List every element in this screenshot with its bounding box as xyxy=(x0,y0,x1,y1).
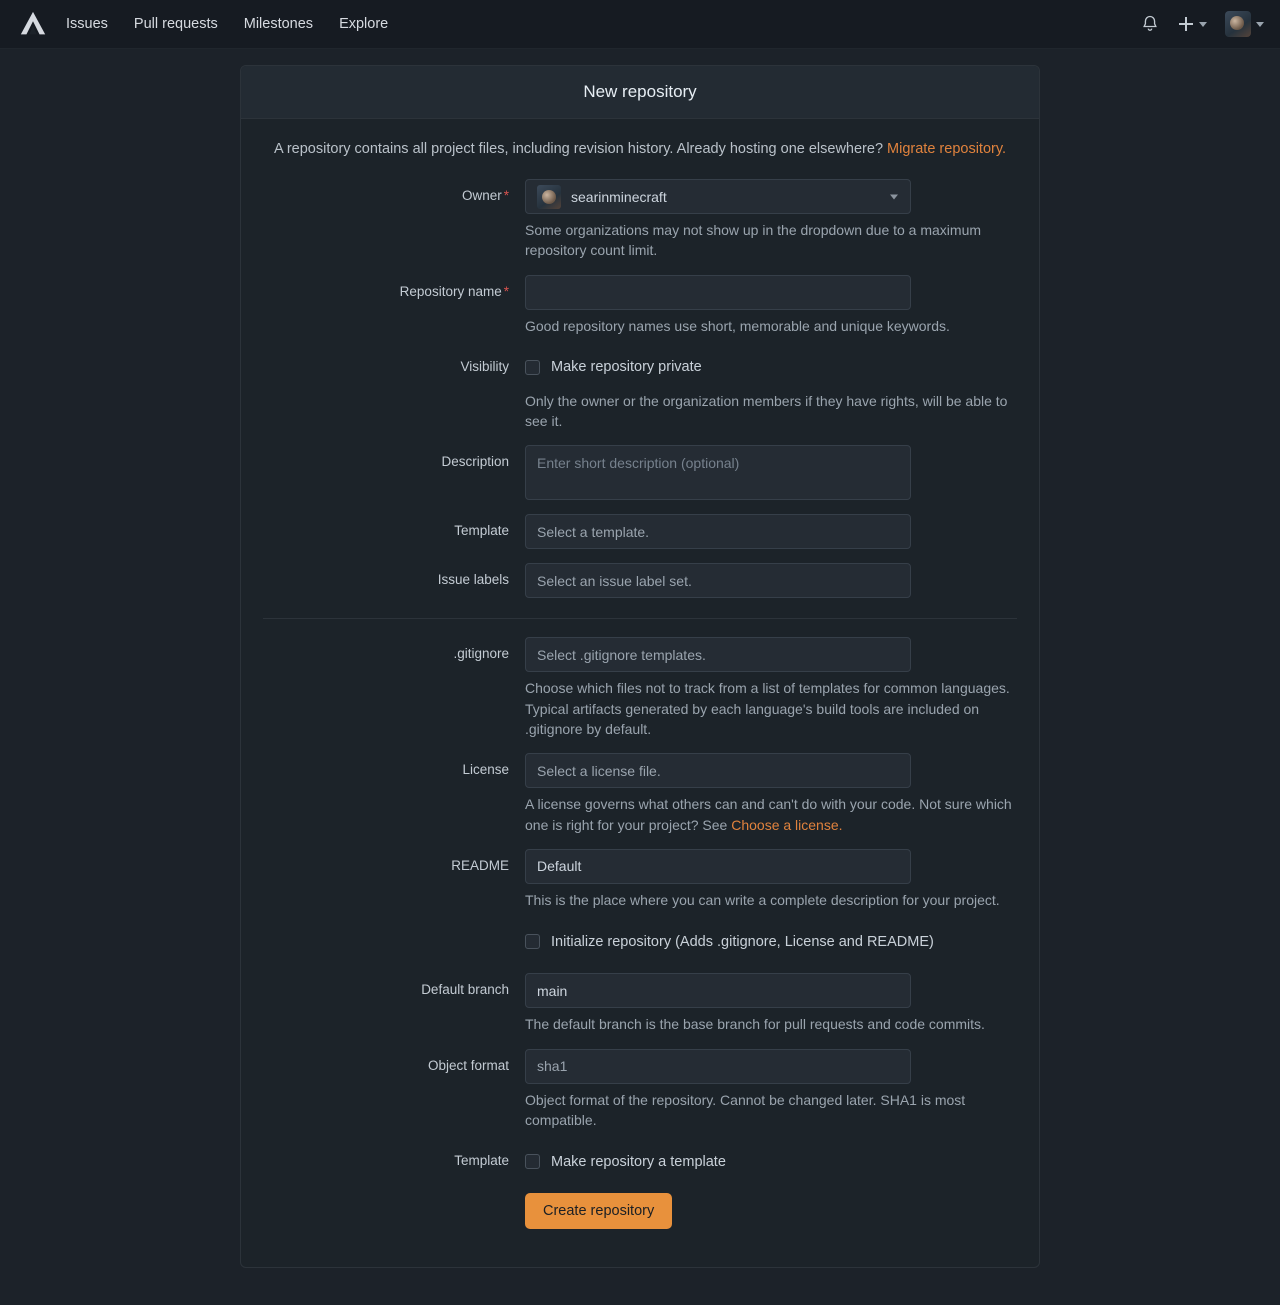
owner-value: searinminecraft xyxy=(571,188,667,205)
template-control xyxy=(525,514,1017,549)
object-format-help: Object format of the repository. Cannot be changed later. SHA1 is most compatible. xyxy=(525,1091,966,1128)
chevron-down-icon xyxy=(1256,22,1264,27)
visibility-help: Only the owner or the organization members if they have rights, will be able to see it. xyxy=(525,392,1008,430)
field-description xyxy=(263,445,1017,500)
section-divider xyxy=(263,618,1017,619)
repository-name-help: Good repository names use short, memorable and unique keywords. xyxy=(525,317,950,334)
template-flag-control xyxy=(525,1144,1017,1179)
chevron-down-icon xyxy=(1199,22,1207,27)
object-format-value: sha1 xyxy=(537,1058,568,1075)
required-marker: * xyxy=(503,188,509,203)
initialize-control xyxy=(525,924,1017,959)
choose-a-license-link[interactable]: Choose a license. xyxy=(731,816,843,833)
initialize-repository-label[interactable]: Initialize repository (Adds .gitignore, License and README) xyxy=(551,933,934,950)
visibility-control xyxy=(525,350,1017,432)
description-label: Description xyxy=(441,454,509,470)
repository-name-control xyxy=(525,275,1017,336)
owner-select[interactable] xyxy=(525,179,911,214)
object-format-label: Object format xyxy=(427,1057,509,1073)
nav-link-milestones[interactable]: Milestones xyxy=(243,16,314,32)
field-initialize xyxy=(263,924,1017,959)
owner-avatar xyxy=(537,185,561,209)
readme-label: README xyxy=(451,857,509,873)
page-wrapper xyxy=(0,49,1280,1268)
readme-value: Default xyxy=(537,858,582,875)
issue-labels-placeholder: Select an issue label set. xyxy=(537,572,692,589)
navbar-right xyxy=(1140,11,1264,37)
issue-labels-label: Issue labels xyxy=(437,572,509,588)
license-help xyxy=(525,794,1017,835)
field-visibility xyxy=(263,350,1017,432)
readme-control xyxy=(525,849,1017,910)
repository-name-label: Repository name * xyxy=(399,283,509,299)
make-private-checkbox[interactable] xyxy=(525,360,540,375)
description-textarea[interactable] xyxy=(525,445,911,500)
intro-text xyxy=(263,141,1017,157)
template-placeholder: Select a template. xyxy=(537,523,650,540)
field-owner xyxy=(263,179,1017,261)
visibility-checkline xyxy=(525,350,1017,385)
field-issue-labels xyxy=(263,563,1017,598)
required-marker: * xyxy=(503,283,509,299)
license-control xyxy=(525,753,1017,835)
default-branch-help: The default branch is the base branch for pull requests and code commits. xyxy=(525,1016,985,1033)
intro-label: A repository contains all project files, including revision history. Already hosting one elsewhere? xyxy=(273,141,884,157)
bell-icon[interactable] xyxy=(1140,14,1160,34)
field-license xyxy=(263,753,1017,835)
nav-link-explore[interactable]: Explore xyxy=(339,16,389,32)
page-title: New repository xyxy=(241,66,1039,119)
default-branch-label: Default branch xyxy=(421,982,509,998)
nav-link-issues[interactable]: Issues xyxy=(66,16,108,32)
repository-name-input[interactable] xyxy=(525,275,911,310)
field-submit xyxy=(263,1193,1017,1229)
field-default-branch xyxy=(263,973,1017,1034)
chevron-down-icon xyxy=(890,194,898,199)
license-placeholder: Select a license file. xyxy=(537,762,661,779)
make-private-label[interactable]: Make repository private xyxy=(551,359,702,376)
field-readme xyxy=(263,849,1017,910)
migrate-repository-link[interactable]: Migrate repository. xyxy=(887,141,1007,157)
field-repository-name xyxy=(263,275,1017,336)
owner-control xyxy=(525,179,1017,261)
create-repository-button[interactable]: Create repository xyxy=(525,1193,672,1229)
gitignore-select[interactable] xyxy=(525,637,911,672)
object-format-control xyxy=(525,1049,1017,1131)
owner-label: Owner * xyxy=(461,188,509,203)
form-body xyxy=(241,119,1039,1267)
gitignore-help: Choose which files not to track from a list of templates for common languages. Typical artifacts generated by each language's build tools are included on .gitignore by default. xyxy=(525,680,1010,738)
avatar xyxy=(1225,11,1251,37)
top-navbar xyxy=(0,0,1280,49)
template-flag-checkline xyxy=(525,1144,1017,1179)
nav-links xyxy=(66,16,388,32)
template-label: Template xyxy=(454,523,509,539)
user-menu[interactable] xyxy=(1225,11,1264,37)
description-control xyxy=(525,445,1017,500)
readme-select[interactable] xyxy=(525,849,911,884)
field-gitignore xyxy=(263,637,1017,739)
make-template-label[interactable]: Make repository a template xyxy=(551,1153,726,1170)
field-template-flag xyxy=(263,1144,1017,1179)
issue-labels-select[interactable] xyxy=(525,563,911,598)
owner-help: Some organizations may not show up in the dropdown due to a maximum repository count limit. xyxy=(525,222,982,259)
readme-help: This is the place where you can write a complete description for your project. xyxy=(525,891,1000,908)
gitignore-label: .gitignore xyxy=(453,646,509,662)
template-select[interactable] xyxy=(525,514,911,549)
issue-labels-control xyxy=(525,563,1017,598)
initialize-repository-checkbox[interactable] xyxy=(525,934,540,949)
visibility-label: Visibility xyxy=(460,358,509,374)
license-label: License xyxy=(462,762,509,778)
field-object-format xyxy=(263,1049,1017,1131)
template-flag-label: Template xyxy=(454,1153,509,1169)
nav-link-pull-requests[interactable]: Pull requests xyxy=(133,16,218,32)
default-branch-control xyxy=(525,973,1017,1034)
create-new-menu[interactable] xyxy=(1178,16,1207,32)
plus-icon xyxy=(1178,16,1194,32)
initialize-checkline xyxy=(525,924,1017,959)
submit-control xyxy=(525,1193,1017,1229)
gitignore-placeholder: Select .gitignore templates. xyxy=(537,646,706,663)
object-format-select[interactable] xyxy=(525,1049,911,1084)
gitea-logo-icon[interactable] xyxy=(16,7,50,41)
default-branch-input[interactable] xyxy=(525,973,911,1008)
field-template xyxy=(263,514,1017,549)
make-template-checkbox[interactable] xyxy=(525,1154,540,1169)
new-repository-card xyxy=(240,65,1040,1268)
gitignore-control xyxy=(525,637,1017,739)
license-select[interactable] xyxy=(525,753,911,788)
license-help-text: A license governs what others can and can't do with your code. Not sure which one is right for your project? See xyxy=(525,796,1012,833)
